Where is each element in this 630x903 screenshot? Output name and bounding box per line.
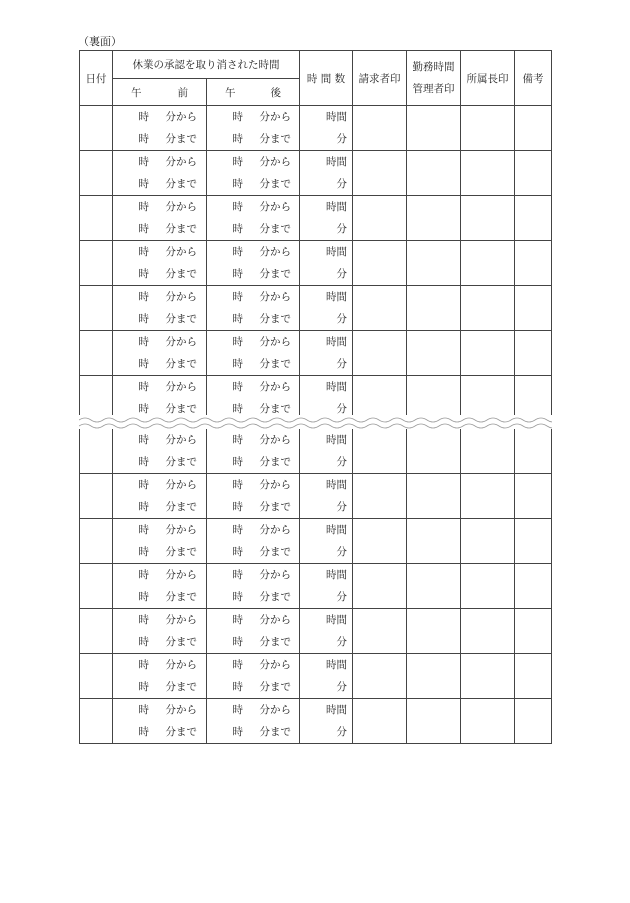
pm-time-cell[interactable] [207, 519, 300, 564]
pm-time-cell[interactable] [207, 331, 300, 376]
manager-seal-cell[interactable] [407, 196, 461, 241]
hour-label: 時 [138, 178, 149, 190]
hours-unit: 時間 [326, 111, 347, 123]
hour-label: 時 [138, 291, 149, 303]
remarks-cell[interactable] [515, 609, 552, 654]
minutes-unit: 分 [336, 726, 347, 738]
header-dept-head-seal: 所属長印 [461, 51, 515, 106]
manager-seal-cell[interactable] [407, 609, 461, 654]
remarks-cell[interactable] [515, 286, 552, 331]
hour-label: 時 [232, 681, 243, 693]
table-row [80, 699, 552, 744]
table-row [80, 106, 552, 151]
minute-label: 分から [259, 704, 291, 716]
hours-unit: 時間 [326, 479, 347, 491]
requester-seal-cell[interactable] [353, 331, 407, 376]
break-line-lower [79, 424, 552, 428]
leave-table-top [79, 50, 552, 421]
pm-time-cell[interactable] [207, 699, 300, 744]
minute-label: 分まで [165, 456, 197, 468]
remarks-cell[interactable] [515, 519, 552, 564]
hour-label: 時 [232, 546, 243, 558]
am-char1: 午 [131, 86, 142, 99]
minute-label: 分まで [165, 501, 197, 513]
minute-label: 分から [165, 614, 197, 626]
minutes-unit: 分 [336, 223, 347, 235]
minutes-unit: 分 [336, 681, 347, 693]
hour-label: 時 [232, 726, 243, 738]
hour-label: 時 [138, 546, 149, 558]
manager-seal-cell[interactable] [407, 331, 461, 376]
am-time-cell[interactable] [113, 331, 207, 376]
requester-seal-cell[interactable] [353, 151, 407, 196]
minute-label: 分から [165, 201, 197, 213]
minute-label: 分から [165, 569, 197, 581]
minute-label: 分から [259, 381, 291, 393]
minute-label: 分まで [259, 313, 291, 325]
am-time-cell[interactable] [113, 429, 207, 474]
hours-cell[interactable] [300, 564, 353, 609]
hour-label: 時 [138, 726, 149, 738]
hour-label: 時 [138, 569, 149, 581]
hour-label: 時 [232, 358, 243, 370]
manager-seal-cell[interactable] [407, 654, 461, 699]
pm-time-cell[interactable] [207, 654, 300, 699]
hour-label: 時 [138, 659, 149, 671]
date-cell[interactable] [80, 286, 113, 331]
minute-label: 分まで [165, 178, 197, 190]
remarks-cell[interactable] [515, 429, 552, 474]
hour-label: 時 [138, 358, 149, 370]
requester-seal-cell[interactable] [353, 564, 407, 609]
hours-unit: 時間 [326, 201, 347, 213]
minute-label: 分から [259, 246, 291, 258]
manager-seal-cell[interactable] [407, 474, 461, 519]
date-cell[interactable] [80, 699, 113, 744]
pm-time-cell[interactable] [207, 196, 300, 241]
pm-time-cell[interactable] [207, 106, 300, 151]
pm-time-cell[interactable] [207, 151, 300, 196]
leave-table-bottom [79, 429, 552, 744]
hours-cell[interactable] [300, 699, 353, 744]
hours-cell[interactable] [300, 429, 353, 474]
requester-seal-cell[interactable] [353, 609, 407, 654]
remarks-cell[interactable] [515, 196, 552, 241]
requester-seal-cell[interactable] [353, 376, 407, 421]
date-cell[interactable] [80, 106, 113, 151]
minute-label: 分まで [165, 268, 197, 280]
hour-label: 時 [232, 636, 243, 648]
manager-seal-line1: 勤務時間 [412, 61, 455, 73]
hours-cell[interactable] [300, 519, 353, 564]
am-time-cell[interactable] [113, 654, 207, 699]
minute-label: 分から [259, 614, 291, 626]
am-time-cell[interactable] [113, 376, 207, 421]
minute-label: 分まで [259, 133, 291, 145]
hours-unit: 時間 [326, 381, 347, 393]
hour-label: 時 [138, 704, 149, 716]
minute-label: 分まで [259, 546, 291, 558]
minutes-unit: 分 [336, 268, 347, 280]
am-time-cell[interactable] [113, 151, 207, 196]
dept-head-seal-cell[interactable] [461, 654, 515, 699]
hour-label: 時 [138, 133, 149, 145]
remarks-cell[interactable] [515, 151, 552, 196]
hours-unit: 時間 [326, 614, 347, 626]
hour-label: 時 [232, 178, 243, 190]
minute-label: 分から [259, 156, 291, 168]
remarks-cell[interactable] [515, 376, 552, 421]
dept-head-seal-cell[interactable] [461, 474, 515, 519]
dept-head-seal-cell[interactable] [461, 609, 515, 654]
hour-label: 時 [138, 246, 149, 258]
am-time-cell[interactable] [113, 106, 207, 151]
hours-cell[interactable] [300, 331, 353, 376]
manager-seal-line2: 管理者印 [412, 83, 455, 95]
dept-head-seal-cell[interactable] [461, 429, 515, 474]
pm-time-cell[interactable] [207, 241, 300, 286]
table-row [80, 474, 552, 519]
hours-unit: 時間 [326, 336, 347, 348]
hours-unit: 時間 [326, 569, 347, 581]
minute-label: 分から [165, 291, 197, 303]
table-row [80, 151, 552, 196]
hour-label: 時 [138, 636, 149, 648]
minute-label: 分まで [165, 358, 197, 370]
minute-label: 分まで [259, 358, 291, 370]
hour-label: 時 [138, 524, 149, 536]
minute-label: 分から [165, 246, 197, 258]
hour-label: 時 [138, 201, 149, 213]
hour-label: 時 [232, 456, 243, 468]
pm-time-cell[interactable] [207, 429, 300, 474]
header-cancelled-time: 休業の承認を取り消された時間 [113, 51, 300, 79]
date-cell[interactable] [80, 564, 113, 609]
requester-seal-cell[interactable] [353, 286, 407, 331]
hour-label: 時 [138, 223, 149, 235]
am-time-cell[interactable] [113, 564, 207, 609]
hours-cell[interactable] [300, 241, 353, 286]
hour-label: 時 [138, 614, 149, 626]
hours-cell[interactable] [300, 151, 353, 196]
hour-label: 時 [138, 479, 149, 491]
hour-label: 時 [232, 381, 243, 393]
minutes-unit: 分 [336, 133, 347, 145]
remarks-cell[interactable] [515, 699, 552, 744]
hour-label: 時 [232, 313, 243, 325]
dept-head-seal-cell[interactable] [461, 241, 515, 286]
break-line-upper [79, 418, 552, 422]
minute-label: 分から [259, 291, 291, 303]
hour-label: 時 [232, 111, 243, 123]
am-time-cell[interactable] [113, 699, 207, 744]
date-cell[interactable] [80, 609, 113, 654]
hours-unit: 時間 [326, 291, 347, 303]
hour-label: 時 [232, 268, 243, 280]
hours-unit: 時間 [326, 704, 347, 716]
am-time-cell[interactable] [113, 609, 207, 654]
date-cell[interactable] [80, 519, 113, 564]
manager-seal-cell[interactable] [407, 699, 461, 744]
manager-seal-cell[interactable] [407, 519, 461, 564]
hour-label: 時 [232, 291, 243, 303]
header-remarks: 備考 [515, 51, 552, 106]
minute-label: 分から [165, 659, 197, 671]
requester-seal-cell[interactable] [353, 519, 407, 564]
hour-label: 時 [138, 681, 149, 693]
hour-label: 時 [138, 156, 149, 168]
minute-label: 分から [165, 381, 197, 393]
minute-label: 分まで [165, 726, 197, 738]
pm-time-cell[interactable] [207, 609, 300, 654]
remarks-cell[interactable] [515, 564, 552, 609]
hours-cell[interactable] [300, 654, 353, 699]
hour-label: 時 [138, 268, 149, 280]
hour-label: 時 [138, 313, 149, 325]
hour-label: 時 [232, 336, 243, 348]
hour-label: 時 [232, 201, 243, 213]
hours-cell[interactable] [300, 376, 353, 421]
pm-time-cell[interactable] [207, 376, 300, 421]
hour-label: 時 [138, 403, 149, 415]
date-cell[interactable] [80, 241, 113, 286]
minute-label: 分まで [165, 591, 197, 603]
hour-label: 時 [232, 223, 243, 235]
manager-seal-cell[interactable] [407, 106, 461, 151]
dept-head-seal-cell[interactable] [461, 376, 515, 421]
minute-label: 分まで [165, 546, 197, 558]
hour-label: 時 [232, 704, 243, 716]
minutes-unit: 分 [336, 403, 347, 415]
hour-label: 時 [232, 569, 243, 581]
hour-label: 時 [138, 336, 149, 348]
minutes-unit: 分 [336, 501, 347, 513]
minute-label: 分から [165, 156, 197, 168]
minute-label: 分まで [259, 726, 291, 738]
minute-label: 分まで [259, 403, 291, 415]
remarks-cell[interactable] [515, 654, 552, 699]
table-row [80, 376, 552, 421]
date-cell[interactable] [80, 429, 113, 474]
minute-label: 分から [165, 434, 197, 446]
manager-seal-cell[interactable] [407, 241, 461, 286]
table-row [80, 196, 552, 241]
minute-label: 分まで [165, 223, 197, 235]
minute-label: 分まで [165, 681, 197, 693]
hours-unit: 時間 [326, 434, 347, 446]
date-cell[interactable] [80, 474, 113, 519]
table-body-bottom [80, 429, 552, 744]
hour-label: 時 [138, 381, 149, 393]
table-row [80, 609, 552, 654]
minute-label: 分から [165, 479, 197, 491]
pm-time-cell[interactable] [207, 474, 300, 519]
minute-label: 分まで [259, 681, 291, 693]
requester-seal-cell[interactable] [353, 699, 407, 744]
header-requester-seal: 請求者印 [353, 51, 407, 106]
dept-head-seal-cell[interactable] [461, 106, 515, 151]
minute-label: 分まで [259, 178, 291, 190]
table-row [80, 564, 552, 609]
minute-label: 分まで [259, 501, 291, 513]
date-cell[interactable] [80, 196, 113, 241]
am-time-cell[interactable] [113, 474, 207, 519]
requester-seal-cell[interactable] [353, 474, 407, 519]
minutes-unit: 分 [336, 178, 347, 190]
header-manager-seal [407, 51, 461, 106]
table-row [80, 519, 552, 564]
minute-label: 分から [259, 336, 291, 348]
dept-head-seal-cell[interactable] [461, 519, 515, 564]
dept-head-seal-cell[interactable] [461, 196, 515, 241]
hour-label: 時 [232, 614, 243, 626]
hour-label: 時 [232, 246, 243, 258]
hour-label: 時 [138, 501, 149, 513]
minute-label: 分から [259, 659, 291, 671]
hour-label: 時 [138, 591, 149, 603]
minute-label: 分から [165, 524, 197, 536]
pm-char2: 後 [270, 86, 281, 99]
hours-unit: 時間 [326, 156, 347, 168]
date-cell[interactable] [80, 331, 113, 376]
manager-seal-cell[interactable] [407, 151, 461, 196]
am-time-cell[interactable] [113, 196, 207, 241]
am-char2: 前 [177, 86, 188, 99]
minute-label: 分から [165, 111, 197, 123]
hour-label: 時 [232, 403, 243, 415]
header-pm [207, 79, 300, 106]
pm-time-cell[interactable] [207, 564, 300, 609]
requester-seal-cell[interactable] [353, 196, 407, 241]
minutes-unit: 分 [336, 636, 347, 648]
manager-seal-cell[interactable] [407, 429, 461, 474]
hour-label: 時 [232, 659, 243, 671]
minute-label: 分から [259, 111, 291, 123]
am-time-cell[interactable] [113, 286, 207, 331]
hours-cell[interactable] [300, 609, 353, 654]
dept-head-seal-cell[interactable] [461, 286, 515, 331]
requester-seal-cell[interactable] [353, 654, 407, 699]
hour-label: 時 [138, 111, 149, 123]
minute-label: 分まで [165, 403, 197, 415]
hours-unit: 時間 [326, 659, 347, 671]
hour-label: 時 [232, 434, 243, 446]
minutes-unit: 分 [336, 546, 347, 558]
table-row [80, 429, 552, 474]
am-time-cell[interactable] [113, 241, 207, 286]
hour-label: 時 [138, 456, 149, 468]
table-row [80, 241, 552, 286]
minute-label: 分まで [165, 133, 197, 145]
hour-label: 時 [232, 156, 243, 168]
requester-seal-cell[interactable] [353, 429, 407, 474]
pm-char1: 午 [225, 86, 236, 99]
header-date: 日付 [80, 51, 113, 106]
requester-seal-cell[interactable] [353, 106, 407, 151]
manager-seal-cell[interactable] [407, 376, 461, 421]
dept-head-seal-cell[interactable] [461, 564, 515, 609]
hour-label: 時 [232, 133, 243, 145]
manager-seal-cell[interactable] [407, 564, 461, 609]
minutes-unit: 分 [336, 358, 347, 370]
minute-label: 分から [259, 434, 291, 446]
hour-label: 時 [232, 479, 243, 491]
minutes-unit: 分 [336, 456, 347, 468]
minute-label: 分から [259, 479, 291, 491]
minute-label: 分から [259, 569, 291, 581]
minute-label: 分から [165, 336, 197, 348]
hour-label: 時 [232, 524, 243, 536]
remarks-cell[interactable] [515, 241, 552, 286]
remarks-cell[interactable] [515, 474, 552, 519]
dept-head-seal-cell[interactable] [461, 151, 515, 196]
hours-unit: 時間 [326, 524, 347, 536]
minute-label: 分から [259, 201, 291, 213]
remarks-cell[interactable] [515, 331, 552, 376]
minute-label: 分まで [259, 223, 291, 235]
hours-cell[interactable] [300, 106, 353, 151]
minute-label: 分まで [259, 268, 291, 280]
hours-cell[interactable] [300, 196, 353, 241]
minute-label: 分まで [259, 456, 291, 468]
manager-seal-cell[interactable] [407, 286, 461, 331]
header-hours: 時 間 数 [300, 51, 353, 106]
hours-cell[interactable] [300, 286, 353, 331]
date-cell[interactable] [80, 654, 113, 699]
am-time-cell[interactable] [113, 519, 207, 564]
table-row [80, 286, 552, 331]
minutes-unit: 分 [336, 313, 347, 325]
hour-label: 時 [232, 501, 243, 513]
table-row [80, 331, 552, 376]
header-am [113, 79, 207, 106]
table-body-top [80, 106, 552, 421]
minute-label: 分まで [259, 591, 291, 603]
hour-label: 時 [232, 591, 243, 603]
hours-unit: 時間 [326, 246, 347, 258]
requester-seal-cell[interactable] [353, 241, 407, 286]
remarks-cell[interactable] [515, 106, 552, 151]
minute-label: 分まで [165, 636, 197, 648]
minutes-unit: 分 [336, 591, 347, 603]
date-cell[interactable] [80, 376, 113, 421]
dept-head-seal-cell[interactable] [461, 331, 515, 376]
minute-label: 分から [165, 704, 197, 716]
hours-cell[interactable] [300, 474, 353, 519]
minute-label: 分まで [165, 313, 197, 325]
pm-time-cell[interactable] [207, 286, 300, 331]
date-cell[interactable] [80, 151, 113, 196]
minute-label: 分まで [259, 636, 291, 648]
dept-head-seal-cell[interactable] [461, 699, 515, 744]
page-caption: （裏面） [78, 35, 122, 48]
hour-label: 時 [138, 434, 149, 446]
minute-label: 分から [259, 524, 291, 536]
table-row [80, 654, 552, 699]
